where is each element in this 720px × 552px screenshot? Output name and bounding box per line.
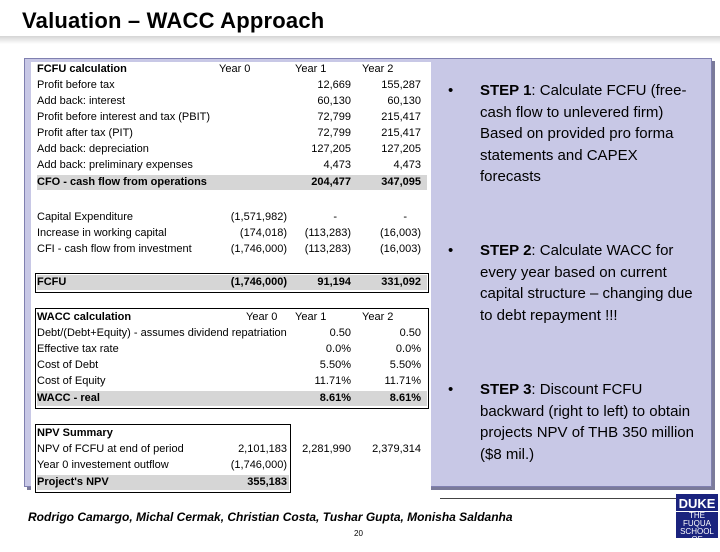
row-label: Add back: depreciation [37,143,149,155]
year2-value: 11.71% [384,375,421,387]
npv-box [35,424,291,493]
year2-value: 4,473 [393,159,421,171]
year1-value: 4,473 [323,159,351,171]
year2-value: (16,003) [380,227,421,239]
step-text: : Calculate WACC for every year based on current capital structure – changing due to debt repayment !!! [480,242,693,324]
year1-value: 127,205 [311,143,351,155]
year1-value: 72,799 [317,111,351,123]
fcfu-header-year1: Year 1 [295,63,327,75]
year2-value: 0.50 [399,327,421,339]
cfo-row [37,175,427,190]
row-label: Capital Expenditure [37,211,134,223]
fcfu-header-year2: Year 2 [362,63,394,75]
fcfu-total-box [35,273,429,293]
logo-line: SCHOOL [680,527,714,536]
year1-value: (113,283) [304,227,351,239]
year0-value: 2,101,183 [238,443,287,455]
fcfu-row [37,94,427,109]
bullet-icon: • [448,381,454,398]
year1-value: 5.50% [319,359,351,371]
year1-value: 12,669 [317,79,351,91]
row-label: Cost of Equity [37,375,106,387]
year2-value: 347,095 [381,176,421,188]
authors-footer: Rodrigo Camargo, Michal Cermak, Christian Costa, Tushar Gupta, Monisha Saldanha [28,510,513,524]
wacc-header-label: WACC calculation [37,311,132,323]
wacc-header-year0: Year 0 [246,311,278,323]
logo-line: THE FUQUA [683,511,711,528]
row-label: CFI - cash flow from investment [37,243,192,255]
row-label: Profit before tax [37,79,115,91]
bullet-icon: • [448,242,454,259]
year0-value: (1,746,000) [230,243,287,255]
year1-value: 11.71% [314,375,351,387]
capex-row [37,226,427,241]
year0-value: (1,746,000) [230,459,287,471]
year2-value: 60,130 [387,95,421,107]
year1-value: 0.50 [329,327,351,339]
year0-value: (1,571,982) [230,211,287,223]
logo-line: DUKE [676,497,718,512]
row-label: Increase in working capital [37,227,167,239]
fcfu-row [37,110,427,125]
row-label: Profit after tax (PIT) [37,127,133,139]
fcfu-header-row [37,62,427,77]
year2-value: 127,205 [381,143,421,155]
capex-row [37,210,427,225]
year0-value: 355,183 [247,476,287,488]
year1-value: 2,281,990 [302,443,351,455]
fcfu-row [37,158,427,173]
row-label: Year 0 investement outflow [37,459,169,471]
title-underline [0,36,720,44]
step-text: : Calculate FCFU (free-cash flow to unlevered firm) Based on provided pro forma statements and CAPEX forecasts [480,82,687,185]
fcfu-header-label: FCFU calculation [37,63,127,75]
year1-value: 60,130 [317,95,351,107]
wacc-header-year2: Year 2 [362,311,394,323]
year0-value: (174,018) [239,227,287,239]
year1-value: 8.61% [319,392,351,404]
npv-header-label: NPV Summary [37,427,113,439]
year2-value: 8.61% [389,392,421,404]
bullet-icon: • [448,82,454,99]
year2-value: 215,417 [381,111,421,123]
fcfu-header-year0: Year 0 [219,63,251,75]
year2-value: - [403,211,407,223]
year1-value: 0.0% [325,343,351,355]
year2-value: 331,092 [381,276,421,288]
row-label: Profit before interest and tax (PBIT) [37,111,211,123]
wacc-box [35,308,429,409]
footer-divider [440,498,695,499]
year1-value: - [333,211,337,223]
year1-value: (113,283) [304,243,351,255]
row-label: FCFU [37,276,67,288]
capex-row [37,242,427,257]
step-label: STEP 1 [480,82,532,99]
year1-value: 91,194 [317,276,351,288]
row-label: Effective tax rate [37,343,119,355]
step-label: STEP 3 [480,381,532,398]
row-label: NPV of FCFU at end of period [37,443,184,455]
year2-value: (16,003) [380,243,421,255]
row-label: Add back: preliminary expenses [37,159,193,171]
year1-value: 72,799 [317,127,351,139]
wacc-header-year1: Year 1 [295,311,327,323]
valuation-spreadsheet [31,62,431,494]
fcfu-row [37,78,427,93]
row-label: Debt/(Debt+Equity) - assumes dividend repatriation [37,327,287,339]
year2-value: 2,379,314 [372,443,421,455]
year1-value: 204,477 [311,176,351,188]
logo-line: OF BUSINESS [676,535,718,552]
row-label: Project's NPV [37,476,109,488]
duke-fuqua-logo [676,494,718,552]
slide-title: Valuation – WACC Approach [22,8,325,33]
year0-value: (1,746,000) [230,276,287,288]
year2-value: 155,287 [381,79,421,91]
fcfu-row [37,142,427,157]
row-label: Add back: interest [37,95,126,107]
year2-value: 5.50% [389,359,421,371]
step-text: : Discount FCFU backward (right to left) to obtain projects NPV of THB 350 million ($8 mil.) [480,381,694,463]
year2-value: 215,417 [381,127,421,139]
row-label: CFO - cash flow from operations [37,176,207,188]
page-number: 20 [354,529,363,538]
year2-value: 0.0% [395,343,421,355]
fcfu-row [37,126,427,141]
row-label: WACC - real [37,392,100,404]
step-label: STEP 2 [480,242,532,259]
row-label: Cost of Debt [37,359,99,371]
